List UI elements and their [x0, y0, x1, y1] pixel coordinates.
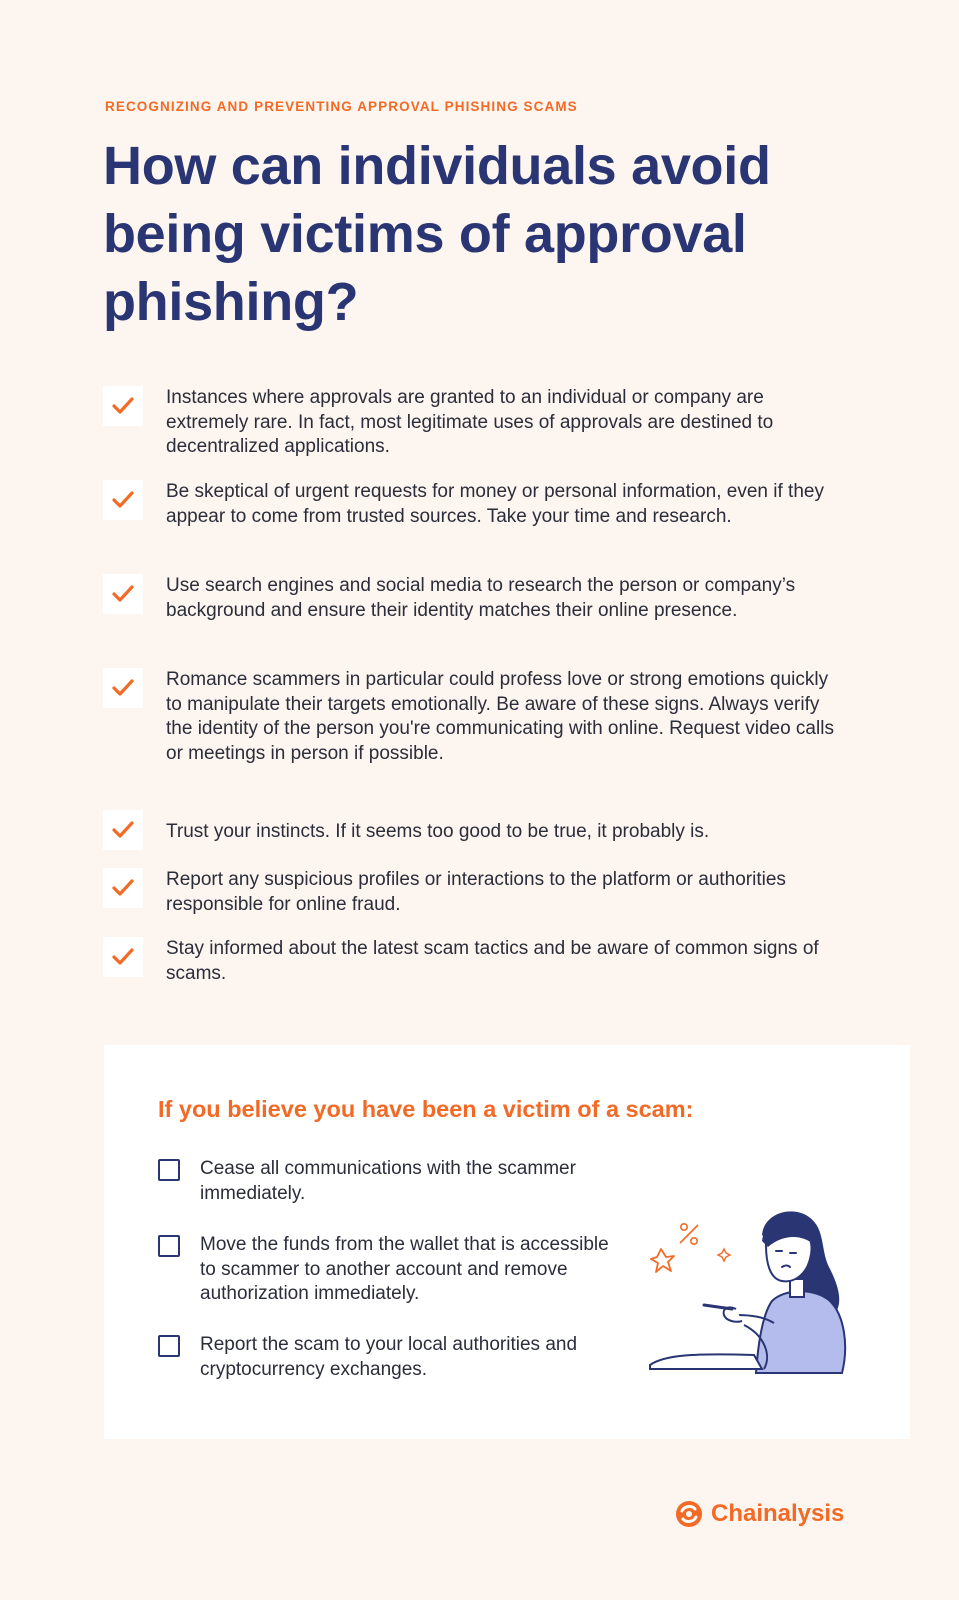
tip-item [103, 668, 846, 766]
checkmark-icon [103, 668, 143, 708]
victim-step-text: Move the funds from the wallet that is accessible to scammer to another account and remove authorization immediately. [200, 1234, 609, 1304]
tip-item [103, 810, 846, 850]
checkbox-icon [158, 1159, 180, 1181]
tip-text: Report any suspicious profiles or interactions to the platform or authorities responsible for online fraud. [166, 869, 786, 915]
tip-item [103, 937, 846, 986]
tip-text: Romance scammers in particular could profess love or strong emotions quickly to manipulate their targets emotionally. Be aware of these signs. Always verify the identity of the person you're communicating with online. Request video calls or meetings in person if possible. [166, 669, 834, 764]
brand-name: Chainalysis [711, 1500, 845, 1527]
checkmark-icon [103, 574, 143, 614]
checkmark-icon [103, 810, 143, 850]
worried-woman-illustration [644, 1205, 879, 1395]
tip-text: Instances where approvals are granted to an individual or company are extremely rare. In fact, most legitimate uses of approvals are destined to decentralized applications. [166, 387, 774, 457]
victim-step-item [158, 1333, 610, 1382]
tip-text: Use search engines and social media to research the person or company’s background and ensure their identity matches their online presence. [166, 575, 796, 621]
checkmark-icon [103, 386, 143, 426]
tip-text: Stay informed about the latest scam tactics and be aware of common signs of scams. [166, 938, 819, 984]
checkmark-icon [103, 937, 143, 977]
eyebrow-heading: RECOGNIZING AND PREVENTING APPROVAL PHISHING SCAMS [105, 99, 578, 114]
tip-item [103, 574, 846, 623]
tip-text: Trust your instincts. If it seems too good to be true, it probably is. [166, 821, 710, 842]
checkmark-icon [103, 868, 143, 908]
victim-steps-card [104, 1045, 910, 1439]
victim-step-text: Cease all communications with the scammer immediately. [200, 1158, 576, 1204]
brand-logo [675, 1500, 844, 1528]
checkmark-icon [103, 480, 143, 520]
chainalysis-logo-icon [675, 1500, 703, 1528]
victim-step-item [158, 1233, 610, 1307]
tip-item [103, 386, 846, 460]
checkbox-icon [158, 1235, 180, 1257]
victim-step-item [158, 1157, 610, 1206]
tip-item [103, 868, 846, 917]
tip-text: Be skeptical of urgent requests for money or personal information, even if they appear to come from trusted sources. Take your time and research. [166, 481, 824, 527]
tip-item [103, 480, 846, 529]
victim-steps-title: If you believe you have been a victim of a scam: [158, 1096, 694, 1122]
checkbox-icon [158, 1335, 180, 1357]
victim-step-text: Report the scam to your local authorities and cryptocurrency exchanges. [200, 1334, 578, 1380]
page-title: How can individuals avoid being victims of approval phishing? [103, 136, 771, 332]
